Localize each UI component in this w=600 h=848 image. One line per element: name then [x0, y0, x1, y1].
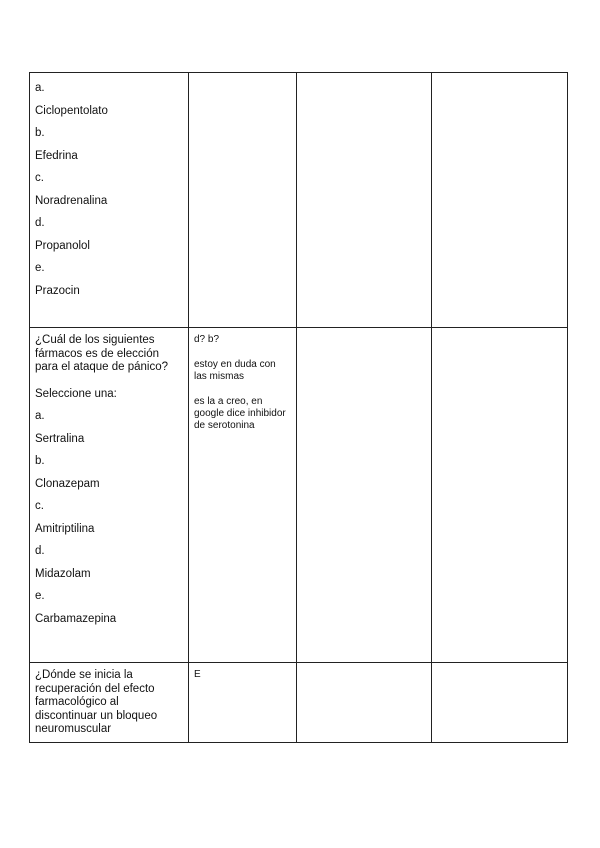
answer-cell	[189, 73, 297, 328]
option-letter: a.	[35, 410, 45, 422]
option-letter: c.	[35, 172, 44, 184]
answer-cell	[189, 328, 297, 663]
option-text: Prazocin	[35, 284, 80, 297]
option-text: Midazolam	[35, 567, 91, 580]
question-cell	[30, 73, 189, 328]
question-cell	[30, 328, 189, 663]
option-text: Amitriptilina	[35, 522, 95, 535]
answer-note: E	[194, 669, 201, 680]
question-text: ¿Dónde se inicia la recuperación del efecto farmacológico al discontinuar un bloqueo neuromuscular	[35, 669, 158, 735]
option-letter: b.	[35, 127, 45, 139]
empty-cell	[432, 328, 568, 663]
answer-note: d? b?	[194, 334, 220, 345]
option-letter: b.	[35, 455, 45, 467]
option-text: Propanolol	[35, 239, 90, 252]
table-row	[30, 73, 568, 328]
questions-table	[29, 72, 568, 743]
option-letter: c.	[35, 500, 44, 512]
answer-cell	[189, 663, 297, 743]
option-text: Clonazepam	[35, 477, 100, 490]
option-letter: e.	[35, 590, 45, 602]
empty-cell	[297, 663, 432, 743]
option-text: Efedrina	[35, 149, 78, 162]
empty-cell	[297, 328, 432, 663]
option-letter: e.	[35, 262, 45, 274]
question-text: ¿Cuál de los siguientes fármacos es de elección para el ataque de pánico?	[35, 334, 168, 373]
question-cell	[30, 663, 189, 743]
table-row	[30, 663, 568, 743]
option-text: Ciclopentolato	[35, 104, 108, 117]
option-letter: a.	[35, 82, 45, 94]
option-text: Sertralina	[35, 432, 85, 445]
answer-note: estoy en duda con las mismas	[194, 359, 276, 382]
empty-cell	[432, 663, 568, 743]
option-letter: d.	[35, 545, 45, 557]
option-text: Noradrenalina	[35, 194, 108, 207]
option-text: Carbamazepina	[35, 612, 117, 625]
choose-label: Seleccione una:	[35, 387, 117, 400]
table-row	[30, 328, 568, 663]
answer-note: es la a creo, en google dice inhibidor de serotonina	[194, 396, 286, 431]
empty-cell	[432, 73, 568, 328]
empty-cell	[297, 73, 432, 328]
option-letter: d.	[35, 217, 45, 229]
